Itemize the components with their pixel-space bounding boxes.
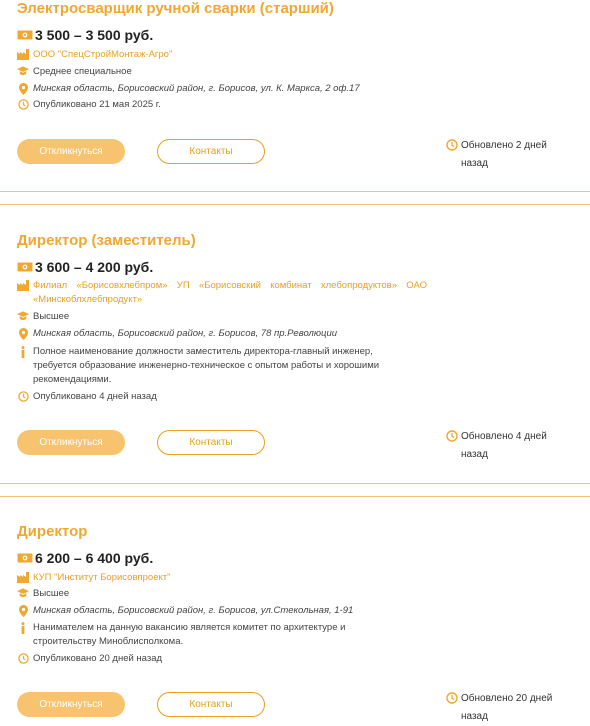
updated-text — [461, 690, 552, 726]
updated-line: назад — [461, 711, 488, 722]
address-row — [17, 604, 427, 618]
company-row — [17, 48, 427, 62]
apply-button[interactable]: Откликнуться — [17, 692, 125, 717]
address-text: Минская область, Борисовский район, г. Борисов, ул.Стекольная, 1-91 — [33, 605, 354, 616]
company-line: «Минскоблхлебпродукт» — [33, 294, 143, 305]
company-row — [17, 279, 427, 307]
clock-icon — [17, 653, 29, 664]
updated-text — [461, 137, 547, 173]
info-text — [33, 345, 427, 387]
info-line: рекомендациями. — [33, 374, 112, 385]
published-row — [17, 98, 427, 112]
salary — [17, 550, 153, 566]
contacts-button[interactable]: Контакты — [157, 430, 265, 455]
updated-text — [461, 428, 547, 464]
card-divider — [0, 191, 590, 205]
apply-button[interactable]: Откликнуться — [17, 139, 125, 164]
info-line: требуется образование инженерно-техническое с опытом работы и хорошими — [33, 360, 380, 371]
info-line: строительству Миноблисполкома. — [33, 636, 184, 647]
education-row — [17, 310, 427, 324]
education-text: Среднее специальное — [33, 66, 132, 77]
info-row — [17, 345, 427, 387]
education-text: Высшее — [33, 588, 70, 599]
factory-icon — [17, 49, 29, 60]
education-text: Высшее — [33, 311, 70, 322]
updated-line: Обновлено 20 дней — [461, 693, 553, 704]
updated-info — [446, 690, 566, 726]
salary — [17, 27, 153, 43]
company-row — [17, 571, 427, 585]
updated-info — [446, 137, 566, 173]
location-pin-icon — [17, 605, 29, 617]
graduation-cap-icon — [17, 311, 29, 321]
updated-line: Обновлено 4 дней — [461, 431, 547, 442]
updated-line: Обновлено 2 дней — [461, 140, 547, 151]
money-icon — [17, 552, 33, 564]
card-divider — [0, 483, 590, 497]
salary-value: 6 200 – 6 400 руб. — [35, 550, 154, 566]
clock-icon — [446, 139, 458, 151]
clock-icon — [446, 430, 458, 442]
published-row — [17, 390, 427, 404]
vacancy-title[interactable]: Директор — [17, 523, 88, 540]
published-text: Опубликовано 20 дней назад — [33, 653, 163, 664]
company-line: Филиал «Борисовхлебпром» УП «Борисовский комбинат хлебопродуктов» ОАО — [33, 280, 427, 291]
contacts-button[interactable]: Контакты — [157, 692, 265, 717]
clock-icon — [17, 99, 29, 110]
clock-icon — [446, 692, 458, 704]
published-text: Опубликовано 4 дней назад — [33, 391, 157, 402]
location-pin-icon — [17, 83, 29, 95]
company-link[interactable]: КУП "Институт Борисовпроект" — [33, 572, 171, 583]
company-link[interactable]: ООО "СпецСтройМонтаж-Агро" — [33, 49, 173, 60]
info-line: Нанимателем на данную вакансию является комитет по архитектуре и — [33, 622, 346, 633]
salary — [17, 259, 153, 275]
address-row — [17, 82, 427, 96]
location-pin-icon — [17, 328, 29, 340]
salary-value: 3 500 – 3 500 руб. — [35, 27, 154, 43]
education-row — [17, 587, 427, 601]
published-text: Опубликовано 21 мая 2025 г. — [33, 99, 161, 110]
money-icon — [17, 261, 33, 273]
updated-line: назад — [461, 449, 488, 460]
company-link[interactable] — [33, 279, 427, 307]
updated-info — [446, 428, 566, 464]
factory-icon — [17, 280, 29, 291]
factory-icon — [17, 572, 29, 583]
education-row — [17, 65, 427, 79]
address-row — [17, 327, 427, 341]
updated-line: назад — [461, 158, 488, 169]
contacts-button[interactable]: Контакты — [157, 139, 265, 164]
vacancy-title[interactable]: Электросварщик ручной сварки (старший) — [17, 0, 334, 17]
apply-button[interactable]: Откликнуться — [17, 430, 125, 455]
graduation-cap-icon — [17, 66, 29, 76]
info-line: Полное наименование должности заместитель директора-главный инженер, — [33, 346, 373, 357]
info-icon — [17, 346, 29, 358]
vacancy-title[interactable]: Директор (заместитель) — [17, 232, 196, 249]
info-icon — [17, 622, 29, 634]
clock-icon — [17, 391, 29, 402]
salary-value: 3 600 – 4 200 руб. — [35, 259, 154, 275]
published-row — [17, 652, 427, 666]
info-row — [17, 621, 427, 649]
info-text — [33, 621, 427, 649]
money-icon — [17, 29, 33, 41]
graduation-cap-icon — [17, 588, 29, 598]
address-text: Минская область, Борисовский район, г. Борисов, ул. К. Маркса, 2 оф.17 — [33, 83, 360, 94]
address-text: Минская область, Борисовский район, г. Борисов, 78 пр.Революции — [33, 328, 338, 339]
